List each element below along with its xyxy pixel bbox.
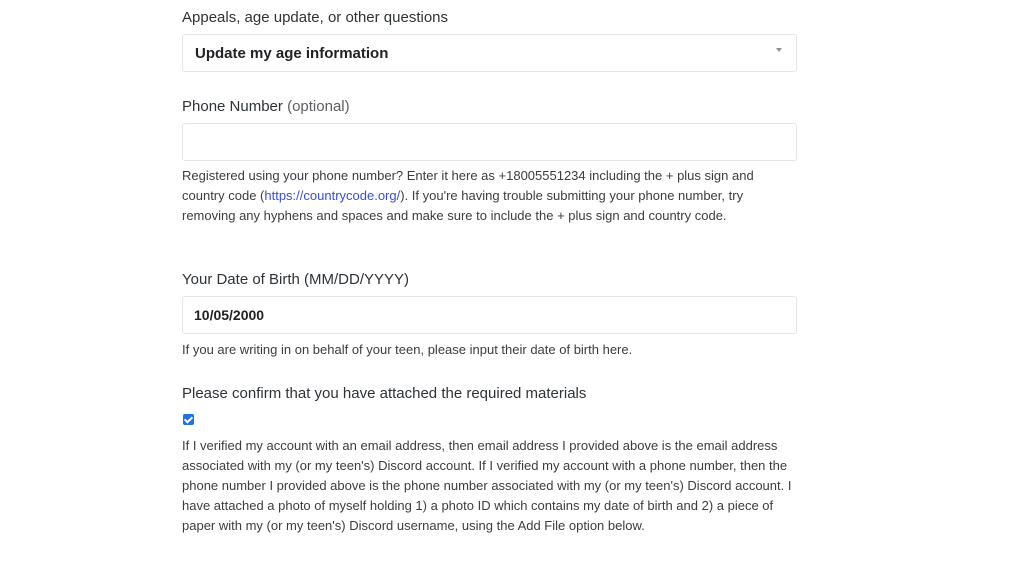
dob-label: Your Date of Birth (MM/DD/YYYY) xyxy=(182,271,410,288)
confirm-label: Please confirm that you have attached the required materials xyxy=(182,385,587,402)
dob-input[interactable] xyxy=(182,296,797,334)
dob-help-text: If you are writing in on behalf of your teen, please input their date of birth here. xyxy=(182,342,633,357)
phone-optional-text: (optional) xyxy=(287,98,350,115)
countrycode-link[interactable]: https://countrycode.org/ xyxy=(264,188,401,203)
phone-help-prefix: Registered using your phone number? Enter it here as +18005551234 including the + plus sign and country code ( xyxy=(182,168,754,203)
phone-input[interactable] xyxy=(182,123,797,161)
appeals-select[interactable] xyxy=(182,34,797,72)
phone-help-suffix: ). If you're having trouble submitting your phone number, try removing any hyphens and spaces and make sure to include the + plus sign and country code. xyxy=(182,188,744,223)
confirm-checkbox[interactable] xyxy=(183,414,194,425)
phone-label-text: Phone Number xyxy=(182,98,283,115)
caret-down-icon xyxy=(776,48,782,52)
appeals-label: Appeals, age update, or other questions xyxy=(182,9,449,26)
appeals-selected-value: Update my age information xyxy=(195,44,389,62)
phone-label xyxy=(182,98,350,116)
confirm-text: If I verified my account with an email address, then email address I provided above is the email address associated with my (or my teen's) Discord account. If I verified my account with a phone number, then the phone number I provided above is the phone number associated with my (or my teen's) Discord account. I have attached a photo of myself holding 1) a photo ID which contains my date of birth and 2) a piece of paper with my (or my teen's) Discord username, using the Add File option below. xyxy=(182,438,792,533)
phone-help-text xyxy=(182,166,798,226)
